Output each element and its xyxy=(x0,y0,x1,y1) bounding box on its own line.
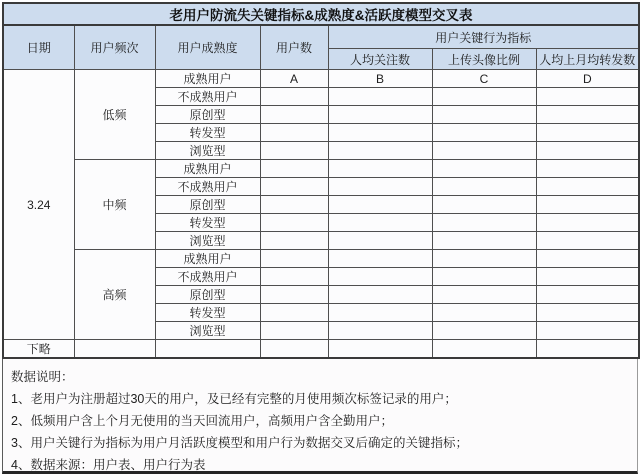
empty-cell xyxy=(328,124,432,142)
maturity-cell: 浏览型 xyxy=(155,232,260,250)
footer-row xyxy=(3,340,639,359)
empty-cell xyxy=(432,322,536,340)
maturity-cell: 转发型 xyxy=(155,214,260,232)
value-cell: B xyxy=(328,70,432,88)
table-row xyxy=(3,160,639,178)
empty-cell xyxy=(536,160,639,178)
header-row-1 xyxy=(3,25,639,49)
empty-cell xyxy=(432,340,536,359)
empty-cell xyxy=(432,232,536,250)
maturity-cell: 不成熟用户 xyxy=(155,88,260,106)
empty-cell xyxy=(328,232,432,250)
cross-table xyxy=(2,2,640,359)
empty-cell xyxy=(432,160,536,178)
note-item: 3、用户关键行为指标为用户月活跃度模型和用户行为数据交叉后确定的关键指标； xyxy=(11,436,468,450)
empty-cell xyxy=(536,250,639,268)
maturity-cell: 浏览型 xyxy=(155,322,260,340)
data-notes xyxy=(2,359,638,474)
empty-cell xyxy=(432,214,536,232)
col-header-avatar-ratio: 上传头像比例 xyxy=(432,49,536,70)
empty-cell xyxy=(432,268,536,286)
frequency-cell-high: 高频 xyxy=(74,250,155,340)
note-item: 2、低频用户含上个月无使用的当天回流用户，高频用户含全勤用户； xyxy=(11,414,393,428)
empty-cell xyxy=(432,286,536,304)
empty-cell xyxy=(432,196,536,214)
empty-cell xyxy=(536,322,639,340)
value-cell: D xyxy=(536,70,639,88)
col-header-maturity: 用户成熟度 xyxy=(155,25,260,70)
empty-cell xyxy=(260,142,328,160)
empty-cell xyxy=(260,340,328,359)
date-cell: 3.24 xyxy=(3,70,74,340)
empty-cell xyxy=(260,286,328,304)
empty-cell xyxy=(328,178,432,196)
maturity-cell: 原创型 xyxy=(155,106,260,124)
empty-cell xyxy=(328,196,432,214)
empty-cell xyxy=(432,88,536,106)
empty-cell xyxy=(432,124,536,142)
empty-cell xyxy=(74,340,155,359)
maturity-cell: 转发型 xyxy=(155,124,260,142)
table-row xyxy=(3,70,639,88)
empty-cell xyxy=(260,196,328,214)
empty-cell xyxy=(328,142,432,160)
empty-cell xyxy=(432,106,536,124)
empty-cell xyxy=(536,304,639,322)
note-item: 1、老用户为注册超过30天的用户，及已经有完整的月使用频次标签记录的用户； xyxy=(11,392,457,406)
table-row xyxy=(3,250,639,268)
empty-cell xyxy=(155,340,260,359)
maturity-cell: 转发型 xyxy=(155,304,260,322)
maturity-cell: 成熟用户 xyxy=(155,70,260,88)
empty-cell xyxy=(260,178,328,196)
empty-cell xyxy=(536,124,639,142)
empty-cell xyxy=(328,304,432,322)
empty-cell xyxy=(260,268,328,286)
value-cell: A xyxy=(260,70,328,88)
col-header-behavior-group: 用户关键行为指标 xyxy=(328,25,639,49)
empty-cell xyxy=(536,340,639,359)
empty-cell xyxy=(536,106,639,124)
maturity-cell: 不成熟用户 xyxy=(155,268,260,286)
col-header-frequency: 用户频次 xyxy=(74,25,155,70)
footer-row-label: 下略 xyxy=(3,340,74,359)
empty-cell xyxy=(260,250,328,268)
maturity-cell: 原创型 xyxy=(155,286,260,304)
value-cell: C xyxy=(432,70,536,88)
maturity-cell: 原创型 xyxy=(155,196,260,214)
col-header-avg-follows: 人均关注数 xyxy=(328,49,432,70)
frequency-cell-mid: 中频 xyxy=(74,160,155,250)
empty-cell xyxy=(536,178,639,196)
col-header-avg-reposts: 人均上月均转发数 xyxy=(536,49,639,70)
maturity-cell: 成熟用户 xyxy=(155,160,260,178)
empty-cell xyxy=(328,340,432,359)
empty-cell xyxy=(536,196,639,214)
empty-cell xyxy=(328,268,432,286)
empty-cell xyxy=(536,88,639,106)
empty-cell xyxy=(328,250,432,268)
col-header-user-count: 用户数 xyxy=(260,25,328,70)
empty-cell xyxy=(328,106,432,124)
page-title: 老用户防流失关键指标&成熟度&活跃度模型交叉表 xyxy=(3,3,639,25)
frequency-cell-low: 低频 xyxy=(74,70,155,160)
maturity-cell: 不成熟用户 xyxy=(155,178,260,196)
empty-cell xyxy=(260,214,328,232)
col-header-date: 日期 xyxy=(3,25,74,70)
empty-cell xyxy=(260,160,328,178)
empty-cell xyxy=(536,232,639,250)
empty-cell xyxy=(328,88,432,106)
maturity-cell: 浏览型 xyxy=(155,142,260,160)
empty-cell xyxy=(260,232,328,250)
empty-cell xyxy=(432,250,536,268)
note-item: 4、数据来源：用户表、用户行为表 xyxy=(11,458,206,472)
title-row xyxy=(3,3,639,25)
empty-cell xyxy=(536,214,639,232)
empty-cell xyxy=(536,142,639,160)
empty-cell xyxy=(328,286,432,304)
empty-cell xyxy=(260,304,328,322)
spreadsheet-image xyxy=(0,2,640,474)
empty-cell xyxy=(260,124,328,142)
maturity-cell: 成熟用户 xyxy=(155,250,260,268)
notes-heading: 数据说明： xyxy=(11,370,74,384)
empty-cell xyxy=(328,214,432,232)
empty-cell xyxy=(432,178,536,196)
empty-cell xyxy=(536,268,639,286)
empty-cell xyxy=(328,322,432,340)
empty-cell xyxy=(260,106,328,124)
empty-cell xyxy=(536,286,639,304)
empty-cell xyxy=(432,142,536,160)
empty-cell xyxy=(328,160,432,178)
empty-cell xyxy=(260,88,328,106)
empty-cell xyxy=(432,304,536,322)
empty-cell xyxy=(260,322,328,340)
